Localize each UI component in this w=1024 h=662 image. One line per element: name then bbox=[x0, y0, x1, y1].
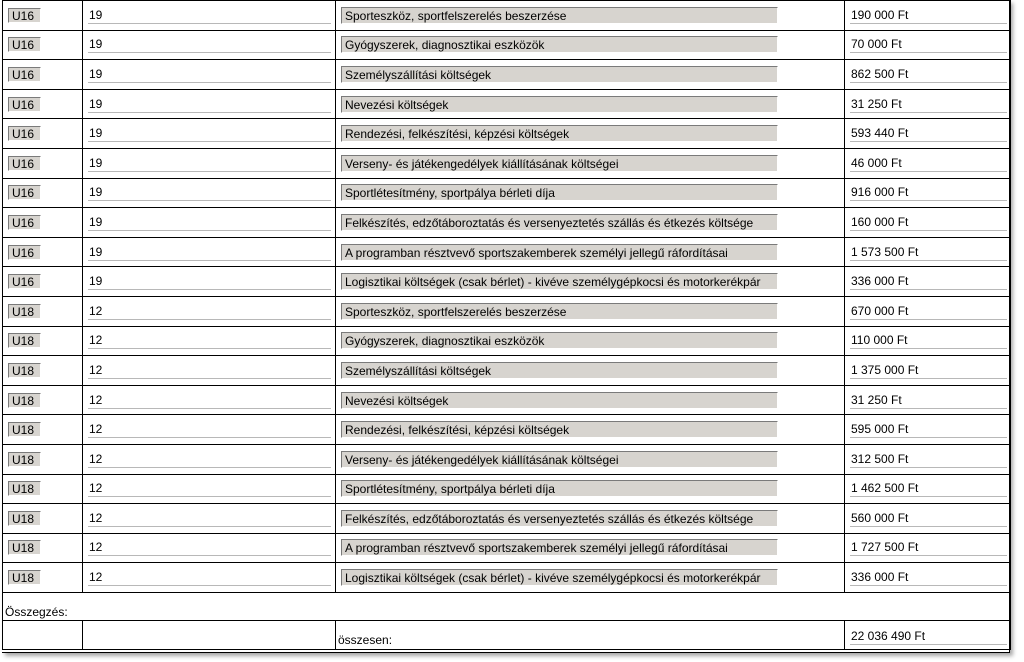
total-amount-cell bbox=[845, 620, 1011, 649]
cost-type-cell bbox=[336, 60, 845, 90]
amount-cell bbox=[845, 444, 1011, 474]
count-field[interactable]: 19 bbox=[88, 125, 331, 142]
table-row bbox=[3, 415, 1011, 445]
amount-cell bbox=[845, 30, 1011, 60]
table-row bbox=[3, 208, 1011, 238]
count-field[interactable]: 12 bbox=[88, 451, 331, 468]
category-field[interactable]: U16 bbox=[8, 274, 41, 289]
cost-type-field[interactable]: Felkészítés, edzőtáboroztatás és versenyeztetés szállás és étkezés költsége bbox=[341, 214, 778, 231]
cost-type-field[interactable]: Rendezési, felkészítési, képzési költségek bbox=[341, 421, 778, 438]
amount-field[interactable]: 46 000 Ft bbox=[850, 155, 1007, 172]
amount-cell bbox=[845, 385, 1011, 415]
total-row bbox=[3, 620, 1011, 649]
cost-type-field[interactable]: Sporteszköz, sportfelszerelés beszerzése bbox=[341, 7, 778, 24]
count-cell bbox=[83, 119, 336, 149]
category-cell bbox=[3, 326, 83, 356]
amount-cell bbox=[845, 563, 1011, 593]
table-row bbox=[3, 267, 1011, 297]
count-field[interactable]: 12 bbox=[88, 332, 331, 349]
count-cell bbox=[83, 89, 336, 119]
count-field[interactable]: 12 bbox=[88, 569, 331, 586]
cost-type-cell bbox=[336, 444, 845, 474]
table-row bbox=[3, 296, 1011, 326]
category-field[interactable]: U16 bbox=[8, 156, 41, 171]
amount-field[interactable]: 1 727 500 Ft bbox=[850, 539, 1007, 556]
count-cell bbox=[83, 30, 336, 60]
count-field[interactable]: 12 bbox=[88, 362, 331, 379]
cost-type-cell bbox=[336, 30, 845, 60]
category-field[interactable]: U16 bbox=[8, 126, 41, 141]
total-empty-cell-1 bbox=[3, 620, 83, 649]
cost-type-cell bbox=[336, 237, 845, 267]
amount-cell bbox=[845, 267, 1011, 297]
total-label: összesen: bbox=[338, 632, 393, 647]
amount-field[interactable]: 593 440 Ft bbox=[850, 125, 1007, 142]
category-cell bbox=[3, 385, 83, 415]
category-field[interactable]: U16 bbox=[8, 185, 41, 200]
amount-field[interactable]: 336 000 Ft bbox=[850, 273, 1007, 290]
cost-type-cell bbox=[336, 356, 845, 386]
category-field[interactable]: U16 bbox=[8, 37, 41, 52]
amount-field[interactable]: 862 500 Ft bbox=[850, 66, 1007, 83]
cost-type-cell bbox=[336, 326, 845, 356]
cost-type-cell bbox=[336, 1, 845, 31]
amount-field[interactable]: 916 000 Ft bbox=[850, 184, 1007, 201]
summary-section bbox=[3, 592, 1011, 649]
table-row bbox=[3, 119, 1011, 149]
cost-type-field[interactable]: Nevezési költségek bbox=[341, 392, 778, 409]
table-row bbox=[3, 504, 1011, 534]
amount-cell bbox=[845, 504, 1011, 534]
cost-type-field[interactable]: Verseny- és játékengedélyek kiállításának költségei bbox=[341, 155, 778, 172]
amount-cell bbox=[845, 148, 1011, 178]
category-cell bbox=[3, 504, 83, 534]
amount-field[interactable]: 1 462 500 Ft bbox=[850, 480, 1007, 497]
cost-type-cell bbox=[336, 267, 845, 297]
count-field[interactable]: 12 bbox=[88, 480, 331, 497]
amount-field[interactable]: 70 000 Ft bbox=[850, 36, 1007, 53]
count-field[interactable]: 19 bbox=[88, 155, 331, 172]
category-field[interactable]: U18 bbox=[8, 570, 41, 585]
category-cell bbox=[3, 267, 83, 297]
cost-type-field[interactable]: A programban résztvevő sportszakemberek személyi jellegű ráfordításai bbox=[341, 539, 778, 556]
category-field[interactable]: U18 bbox=[8, 540, 41, 555]
cost-type-field[interactable]: Sporteszköz, sportfelszerelés beszerzése bbox=[341, 303, 778, 320]
count-cell bbox=[83, 356, 336, 386]
category-cell bbox=[3, 178, 83, 208]
amount-field[interactable]: 1 375 000 Ft bbox=[850, 362, 1007, 379]
count-field[interactable]: 19 bbox=[88, 244, 331, 261]
count-cell bbox=[83, 474, 336, 504]
amount-field[interactable]: 31 250 Ft bbox=[850, 392, 1007, 409]
amount-cell bbox=[845, 1, 1011, 31]
table-row bbox=[3, 385, 1011, 415]
amount-cell bbox=[845, 415, 1011, 445]
cost-type-cell bbox=[336, 474, 845, 504]
cost-type-cell bbox=[336, 504, 845, 534]
count-field[interactable]: 12 bbox=[88, 539, 331, 556]
cost-type-cell bbox=[336, 178, 845, 208]
cost-type-cell bbox=[336, 208, 845, 238]
cost-type-field[interactable]: Verseny- és játékengedélyek kiállításának költségei bbox=[341, 451, 778, 468]
cost-type-field[interactable]: Rendezési, felkészítési, képzési költségek bbox=[341, 125, 778, 142]
table-row bbox=[3, 563, 1011, 593]
amount-cell bbox=[845, 89, 1011, 119]
table-row bbox=[3, 356, 1011, 386]
category-cell bbox=[3, 60, 83, 90]
count-field[interactable]: 12 bbox=[88, 510, 331, 527]
count-cell bbox=[83, 208, 336, 238]
count-cell bbox=[83, 178, 336, 208]
count-field[interactable]: 19 bbox=[88, 184, 331, 201]
count-cell bbox=[83, 267, 336, 297]
amount-field[interactable]: 110 000 Ft bbox=[850, 332, 1007, 349]
category-field[interactable]: U18 bbox=[8, 393, 41, 408]
category-cell bbox=[3, 563, 83, 593]
table-row bbox=[3, 326, 1011, 356]
amount-cell bbox=[845, 356, 1011, 386]
cost-type-field[interactable]: Gyógyszerek, diagnosztikai eszközök bbox=[341, 36, 778, 53]
category-cell bbox=[3, 474, 83, 504]
cost-type-cell bbox=[336, 415, 845, 445]
count-cell bbox=[83, 237, 336, 267]
category-cell bbox=[3, 1, 83, 31]
count-cell bbox=[83, 533, 336, 563]
count-field[interactable]: 19 bbox=[88, 66, 331, 83]
cost-type-cell bbox=[336, 563, 845, 593]
category-field[interactable]: U18 bbox=[8, 452, 41, 467]
cost-type-cell bbox=[336, 119, 845, 149]
amount-cell bbox=[845, 178, 1011, 208]
amount-field[interactable]: 31 250 Ft bbox=[850, 96, 1007, 113]
count-cell bbox=[83, 326, 336, 356]
amount-cell bbox=[845, 533, 1011, 563]
cost-type-field[interactable]: Sportlétesítmény, sportpálya bérleti díja bbox=[341, 480, 778, 497]
count-field[interactable]: 19 bbox=[88, 96, 331, 113]
count-cell bbox=[83, 1, 336, 31]
cost-type-cell bbox=[336, 385, 845, 415]
amount-cell bbox=[845, 237, 1011, 267]
cost-type-field[interactable]: Logisztikai költségek (csak bérlet) - kivéve személygépkocsi és motorkerékpár bbox=[341, 569, 778, 586]
cost-type-cell bbox=[336, 533, 845, 563]
count-field[interactable]: 12 bbox=[88, 421, 331, 438]
count-cell bbox=[83, 296, 336, 326]
category-cell bbox=[3, 533, 83, 563]
amount-cell bbox=[845, 474, 1011, 504]
category-field[interactable]: U16 bbox=[8, 67, 41, 82]
cost-type-field[interactable]: Gyógyszerek, diagnosztikai eszközök bbox=[341, 332, 778, 349]
amount-cell bbox=[845, 296, 1011, 326]
category-cell bbox=[3, 119, 83, 149]
summary-cell bbox=[3, 592, 1011, 620]
category-cell bbox=[3, 444, 83, 474]
total-amount-field[interactable]: 22 036 490 Ft bbox=[850, 629, 1007, 645]
category-field[interactable]: U18 bbox=[8, 511, 41, 526]
category-cell bbox=[3, 296, 83, 326]
cost-type-field[interactable]: Logisztikai költségek (csak bérlet) - kivéve személygépkocsi és motorkerékpár bbox=[341, 273, 778, 290]
category-field[interactable]: U18 bbox=[8, 481, 41, 496]
count-cell bbox=[83, 148, 336, 178]
category-field[interactable]: U16 bbox=[8, 215, 41, 230]
count-cell bbox=[83, 385, 336, 415]
category-cell bbox=[3, 208, 83, 238]
amount-field[interactable]: 1 573 500 Ft bbox=[850, 244, 1007, 261]
cost-type-field[interactable]: Személyszállítási költségek bbox=[341, 362, 778, 379]
category-cell bbox=[3, 148, 83, 178]
category-field[interactable]: U18 bbox=[8, 363, 41, 378]
cost-type-field[interactable]: Sportlétesítmény, sportpálya bérleti díja bbox=[341, 184, 778, 201]
table-row bbox=[3, 1, 1011, 31]
cost-type-cell bbox=[336, 89, 845, 119]
table-row bbox=[3, 30, 1011, 60]
amount-field[interactable]: 336 000 Ft bbox=[850, 569, 1007, 586]
cost-sheet bbox=[2, 0, 1010, 653]
count-field[interactable]: 19 bbox=[88, 36, 331, 53]
count-field[interactable]: 19 bbox=[88, 7, 331, 24]
cost-type-field[interactable]: Felkészítés, edzőtáboroztatás és versenyeztetés szállás és étkezés költsége bbox=[341, 510, 778, 527]
cost-type-field[interactable]: Személyszállítási költségek bbox=[341, 66, 778, 83]
category-field[interactable]: U16 bbox=[8, 8, 41, 23]
total-label-cell bbox=[336, 620, 845, 649]
category-cell bbox=[3, 89, 83, 119]
count-cell bbox=[83, 60, 336, 90]
amount-field[interactable]: 160 000 Ft bbox=[850, 214, 1007, 231]
table-row bbox=[3, 444, 1011, 474]
category-cell bbox=[3, 237, 83, 267]
amount-cell bbox=[845, 60, 1011, 90]
count-field[interactable]: 12 bbox=[88, 392, 331, 409]
cost-type-field[interactable]: Nevezési költségek bbox=[341, 96, 778, 113]
category-field[interactable]: U18 bbox=[8, 304, 41, 319]
category-field[interactable]: U16 bbox=[8, 245, 41, 260]
amount-field[interactable]: 595 000 Ft bbox=[850, 421, 1007, 438]
table-row bbox=[3, 178, 1011, 208]
amount-field[interactable]: 190 000 Ft bbox=[850, 7, 1007, 24]
table-row bbox=[3, 60, 1011, 90]
cost-type-cell bbox=[336, 148, 845, 178]
category-field[interactable]: U16 bbox=[8, 97, 41, 112]
count-cell bbox=[83, 504, 336, 534]
amount-cell bbox=[845, 119, 1011, 149]
category-cell bbox=[3, 30, 83, 60]
cost-rows bbox=[3, 1, 1011, 593]
table-row bbox=[3, 533, 1011, 563]
amount-field[interactable]: 312 500 Ft bbox=[850, 451, 1007, 468]
category-field[interactable]: U18 bbox=[8, 422, 41, 437]
amount-cell bbox=[845, 326, 1011, 356]
table-row bbox=[3, 237, 1011, 267]
summary-label: Összegzés: bbox=[5, 604, 68, 619]
cost-type-cell bbox=[336, 296, 845, 326]
cost-type-field[interactable]: A programban résztvevő sportszakemberek személyi jellegű ráfordításai bbox=[341, 244, 778, 261]
count-field[interactable]: 19 bbox=[88, 273, 331, 290]
category-field[interactable]: U18 bbox=[8, 333, 41, 348]
count-cell bbox=[83, 415, 336, 445]
total-empty-cell-2 bbox=[83, 620, 336, 649]
count-field[interactable]: 19 bbox=[88, 214, 331, 231]
table-row bbox=[3, 89, 1011, 119]
count-cell bbox=[83, 563, 336, 593]
count-cell bbox=[83, 444, 336, 474]
table-row bbox=[3, 474, 1011, 504]
category-cell bbox=[3, 415, 83, 445]
amount-field[interactable]: 670 000 Ft bbox=[850, 303, 1007, 320]
cost-table bbox=[2, 0, 1011, 650]
amount-field[interactable]: 560 000 Ft bbox=[850, 510, 1007, 527]
count-field[interactable]: 12 bbox=[88, 303, 331, 320]
table-row bbox=[3, 148, 1011, 178]
amount-cell bbox=[845, 208, 1011, 238]
category-cell bbox=[3, 356, 83, 386]
